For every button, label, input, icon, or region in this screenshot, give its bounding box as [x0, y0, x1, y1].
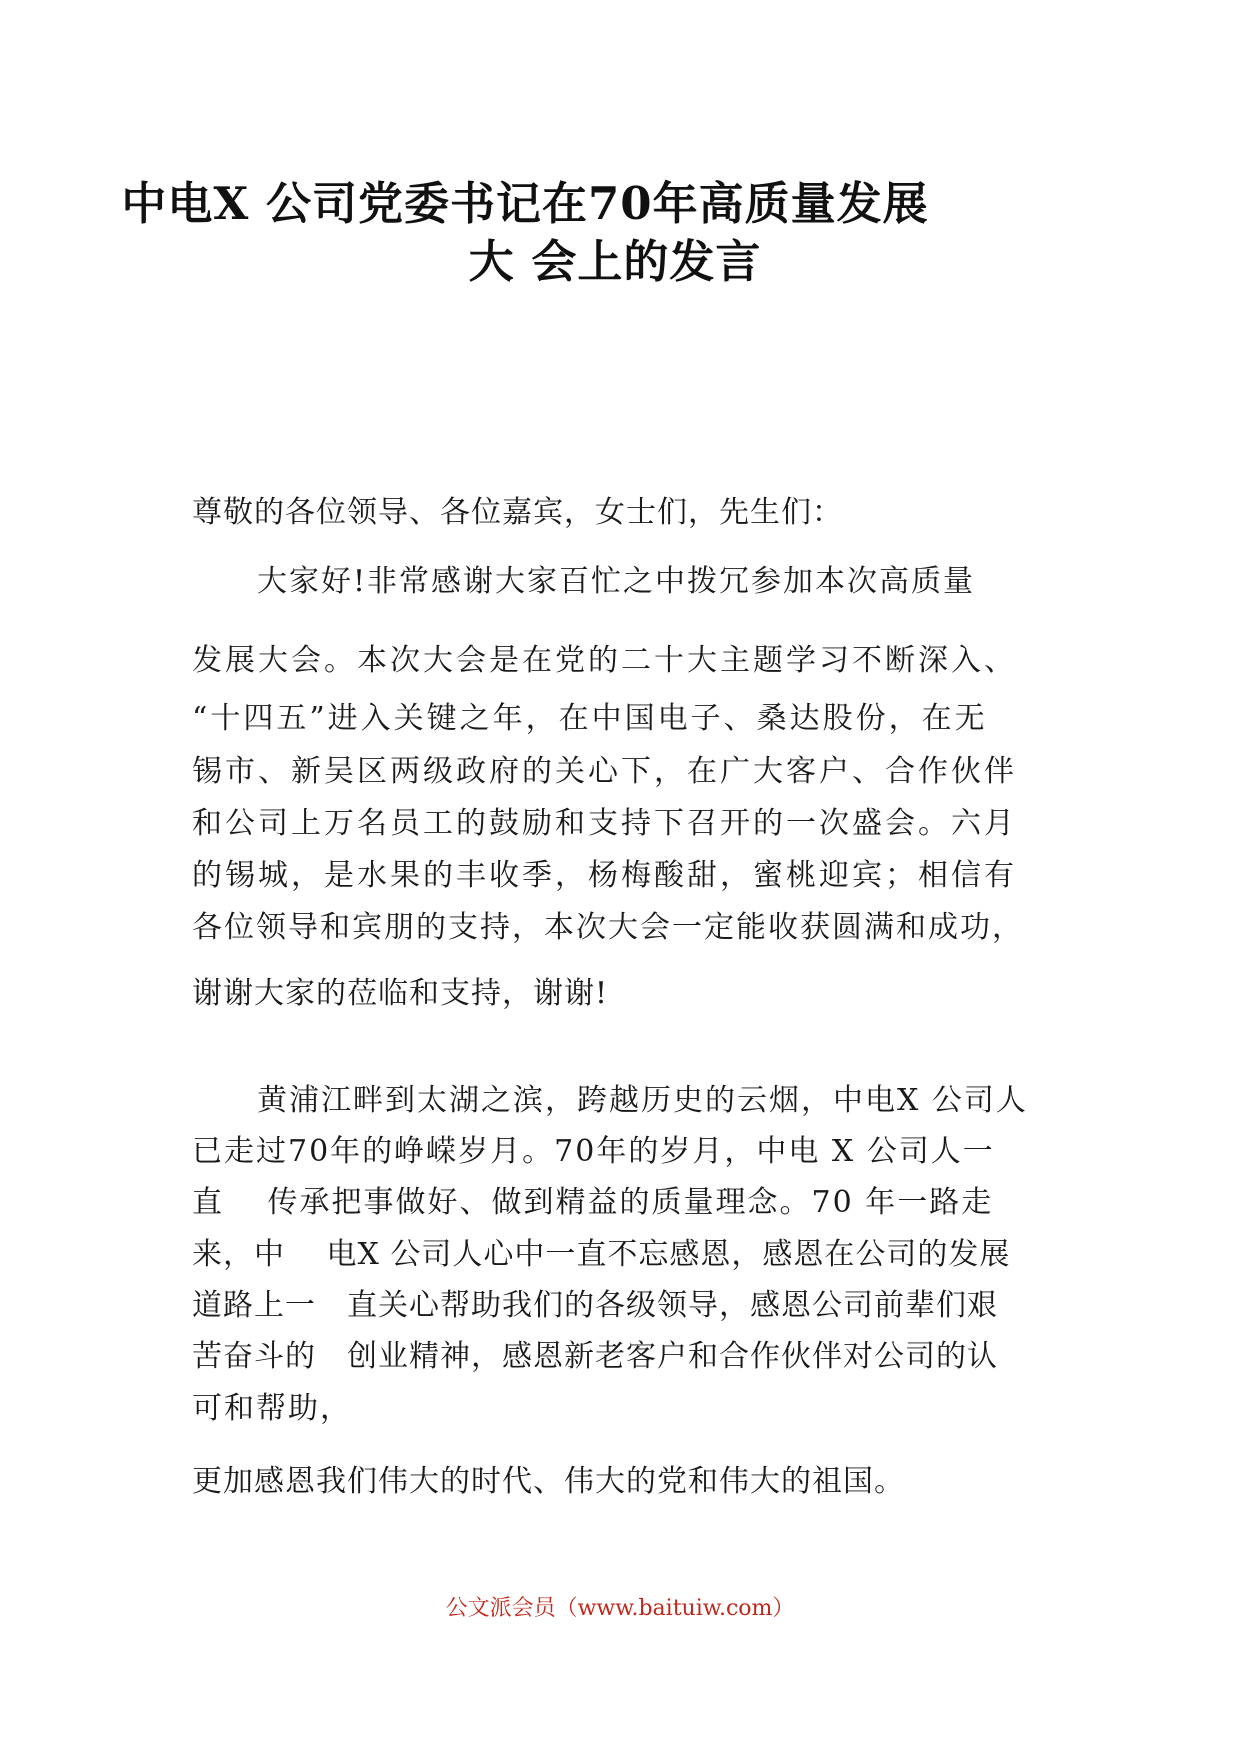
paragraph-2-line: 可和帮助，	[192, 1391, 352, 1426]
footer-watermark-link[interactable]: 公文派会员（www.baituiw.com）	[445, 1596, 795, 1621]
paragraph-1-line: 和公司上万名员工的鼓励和支持下召开的一次盛会。六月	[192, 806, 1017, 841]
paragraph-2-line: 道路上一 直关心帮助我们的各级领导，感恩公司前辈们艰	[192, 1288, 998, 1323]
paragraph-2-line: 苦奋斗的 创业精神，感恩新老客户和合作伙伴对公司的认	[192, 1339, 998, 1374]
paragraph-2-line: 来，中 电X 公司人心中一直不忘感恩，感恩在公司的发展	[192, 1237, 1011, 1272]
paragraph-2-line: 直 传承把事做好、做到精益的质量理念。70 年一路走	[192, 1185, 994, 1220]
document-title-line-1: 中电X 公司党委书记在70年高质量发展	[121, 177, 929, 230]
paragraph-2-line: 更加感恩我们伟大的时代、伟大的党和伟大的祖国。	[192, 1464, 905, 1499]
paragraph-2-line: 已走过70年的峥嵘岁月。70年的岁月，中电 X 公司人一	[192, 1134, 995, 1169]
paragraph-1-line: 各位领导和宾朋的支持，本次大会一定能收获圆满和成功，	[192, 910, 1024, 945]
paragraph-1-line: 的锡城，是水果的丰收季，杨梅酸甜，蜜桃迎宾；相信有	[192, 858, 1017, 893]
paragraph-2-line: 黄浦江畔到太湖之滨，跨越历史的云烟，中电X 公司人	[257, 1083, 1028, 1118]
paragraph-1-line: “十四五”进入关键之年，在中国电子、桑达股份，在无	[192, 701, 988, 736]
paragraph-1-line: 发展大会。本次大会是在党的二十大主题学习不断深入、	[192, 643, 1017, 678]
paragraph-1-line: 锡市、新吴区两级政府的关心下，在广大客户、合作伙伴	[192, 754, 1017, 789]
paragraph-1-line: 大家好!非常感谢大家百忙之中拨冗参加本次高质量	[257, 564, 976, 599]
document-title-line-2: 大 会上的发言	[468, 235, 762, 288]
paragraph-1-line: 谢谢大家的莅临和支持，谢谢!	[192, 976, 609, 1011]
salutation-text: 尊敬的各位领导、各位嘉宾，女士们，先生们：	[192, 495, 843, 530]
